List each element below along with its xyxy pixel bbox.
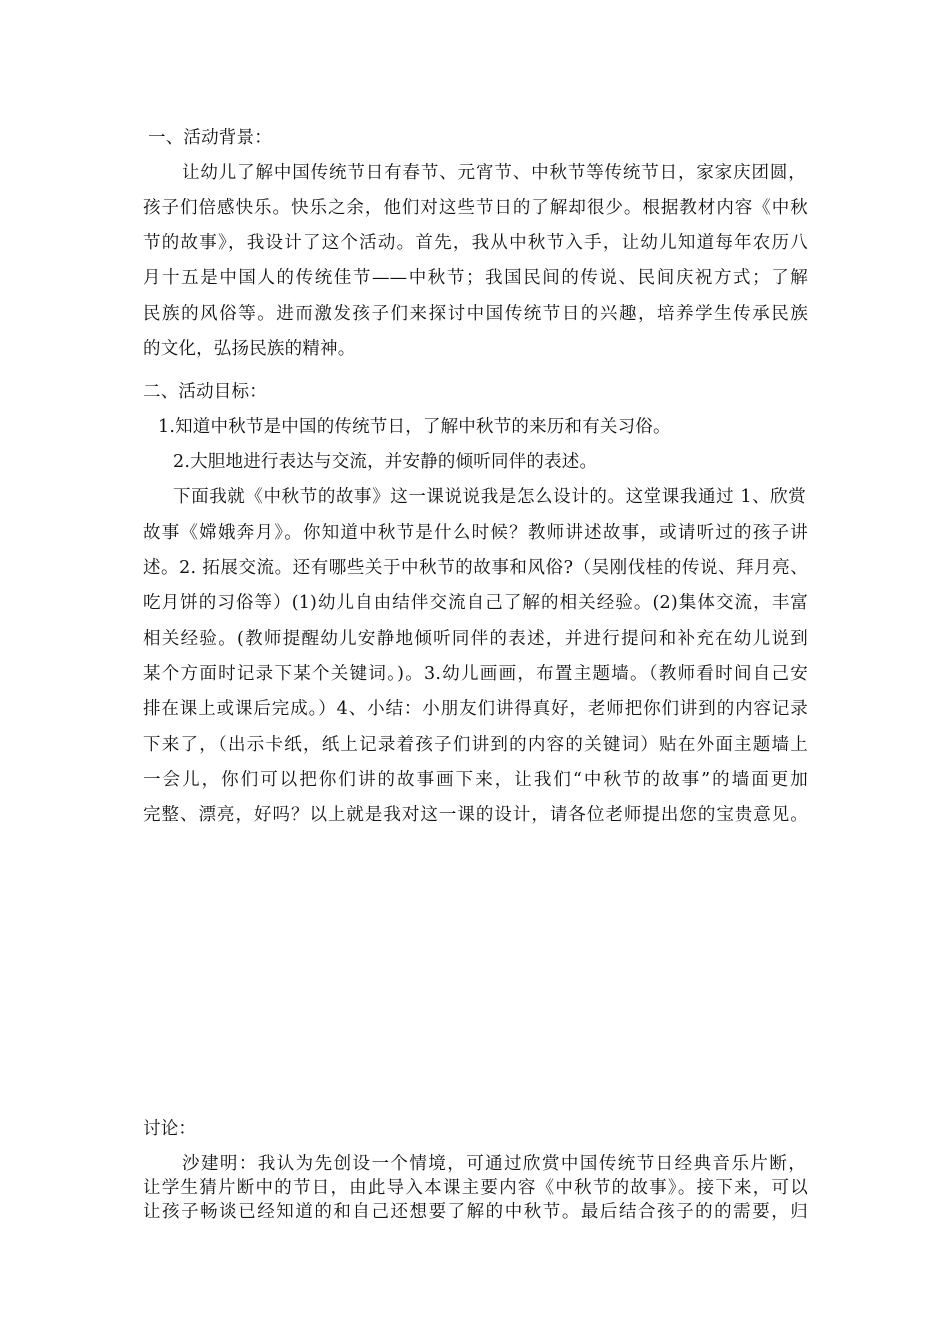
paragraph-line: 吃月饼的习俗等）(1)幼儿自由结伴交流自己了解的相关经验。(2)集体交流，丰富	[143, 593, 808, 613]
section-heading-background: 一、活动背景：	[148, 128, 272, 148]
paragraph-line: 述。2. 拓展交流。还有哪些关于中秋节的故事和风俗?（吴刚伐桂的传说、拜月亮、	[143, 558, 808, 578]
paragraph-line: 下面我就《中秋节的故事》这一课说说我是怎么设计的。这堂课我通过 1、欣赏	[173, 487, 806, 507]
paragraph-line: 排在课上或课后完成。）4、小结：小朋友们讲得真好，老师把你们讲到的内容记录	[143, 699, 808, 719]
goal-item-1: 1.知道中秋节是中国的传统节日，了解中秋节的来历和有关习俗。	[158, 417, 671, 437]
paragraph-line: 相关经验。(教师提醒幼儿安静地倾听同伴的表述，并进行提问和补充在幼儿说到	[143, 629, 808, 649]
paragraph-line: 某个方面时记录下某个关键词。)。3.幼儿画画，布置主题墙。（教师看时间自己安	[143, 664, 808, 684]
section-heading-goals: 二、活动目标：	[143, 382, 267, 402]
discussion-line: 沙建明：我认为先创设一个情境，可通过欣赏中国传统节日经典音乐片断，	[182, 1154, 806, 1174]
paragraph-line: 的文化，弘扬民族的精神。	[143, 339, 356, 359]
discussion-heading: 讨论：	[143, 1119, 197, 1139]
paragraph-line: 节的故事》，我设计了这个活动。首先，我从中秋节入手，让幼儿知道每年农历八	[143, 233, 808, 253]
paragraph-line: 让幼儿了解中国传统节日有春节、元宵节、中秋节等传统节日，家家庆团圆，	[182, 163, 806, 183]
paragraph-line: 一会儿，你们可以把你们讲的故事画下来，让我们“中秋节的故事”的墙面更加	[143, 770, 808, 790]
goal-item-2: 2.大胆地进行表达与交流，并安静的倾听同伴的表述。	[173, 452, 598, 472]
discussion-line: 让孩子畅谈已经知道的和自己还想要了解的中秋节。最后结合孩子的的需要，归	[143, 1202, 808, 1222]
paragraph-line: 月十五是中国人的传统佳节——中秋节；我国民间的传说、民间庆祝方式；了解	[143, 268, 808, 288]
paragraph-line: 孩子们倍感快乐。快乐之余，他们对这些节日的了解却很少。根据教材内容《中秋	[143, 198, 808, 218]
paragraph-line: 完整、漂亮，好吗？以上就是我对这一课的设计，请各位老师提出您的宝贵意见。	[143, 805, 808, 825]
paragraph-line: 民族的风俗等。进而激发孩子们来探讨中国传统节日的兴趣，培养学生传承民族	[143, 304, 808, 324]
discussion-line: 让学生猜片断中的节日，由此导入本课主要内容《中秋节的故事》。接下来，可以	[143, 1178, 808, 1198]
paragraph-line: 下来了，（出示卡纸，纸上记录着孩子们讲到的内容的关键词）贴在外面主题墙上	[143, 735, 808, 755]
paragraph-line: 故事《嫦娥奔月》。你知道中秋节是什么时候？教师讲述故事，或请听过的孩子讲	[143, 523, 808, 543]
